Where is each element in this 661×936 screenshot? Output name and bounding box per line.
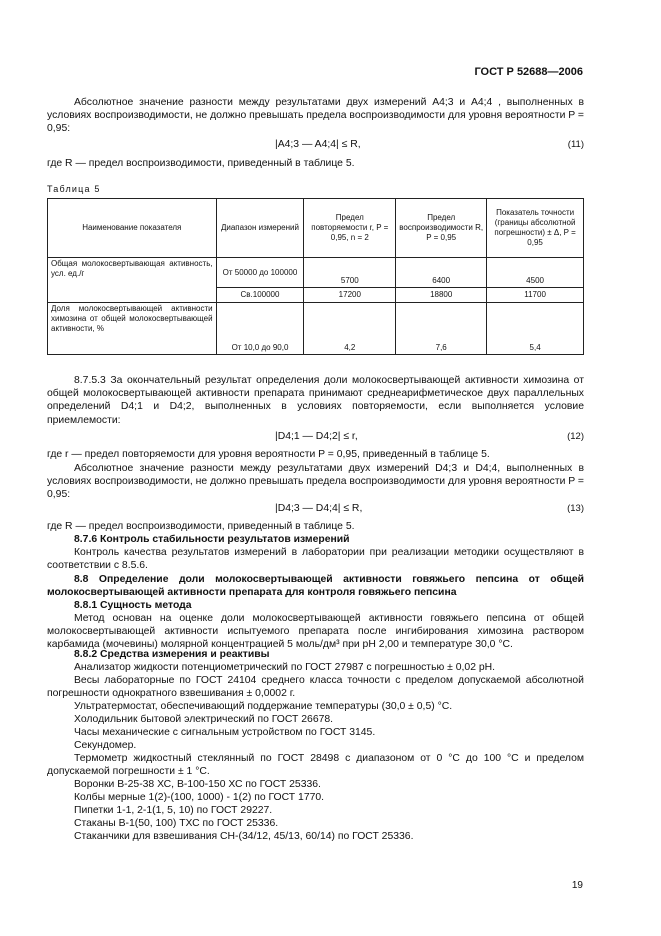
table-cell-range: От 10,0 до 90,0 bbox=[216, 303, 304, 355]
equipment-item: Анализатор жидкости потенциометрический по ГОСТ 27987 с погрешностью ± 0,02 pH. bbox=[74, 662, 496, 673]
equipment-item: Пипетки 1-1, 2-1(1, 5, 10) по ГОСТ 29227. bbox=[74, 805, 273, 816]
table-5 bbox=[47, 198, 584, 355]
table-cell-r: 4,2 bbox=[304, 303, 396, 355]
equation-11-formula: |A4;3 — A4;4| ≤ R, bbox=[275, 139, 361, 150]
table-header-cell: Наименование показателя bbox=[48, 199, 217, 258]
equation-12-number: (12) bbox=[567, 431, 584, 442]
table-cell-delta: 5,4 bbox=[487, 303, 584, 355]
paragraph-p7: Контроль качества результатов измерений в лаборатории при реализации методики осуществляют в соответствии с 8.5.6. bbox=[47, 547, 584, 572]
table-header-cell: Предел повторяемости r, P = 0,95, n = 2 bbox=[304, 199, 396, 258]
equipment-item: Часы механические с сигнальным устройством по ГОСТ 3145. bbox=[74, 727, 376, 738]
table-cell-name: Доля молокосвертывающей активности химозина от общей молокосвертывающей активности, % bbox=[48, 303, 217, 355]
table-cell-name: Общая молокосвертывающая активность, усл. ед./г bbox=[48, 258, 217, 303]
table-row bbox=[48, 303, 584, 355]
paragraph-p8: Метод основан на оценке доли молокосвертывающей активности говяжьего пепсина от общей молокосвертывающей активности испытуемого препарата после ингибирования химозина раствором карбамида (мочевины) молярной концентрацией 5 моль/дм³ при pH 2,00 и температуре 30,0 °С. bbox=[47, 613, 584, 651]
equipment-item: Стаканчики для взвешивания СН-(34/12, 45/13, 60/14) по ГОСТ 25336. bbox=[74, 831, 414, 842]
equipment-item: Воронки В-25-38 ХС, В-100-150 ХС по ГОСТ 25336. bbox=[74, 779, 321, 790]
equipment-item: Колбы мерные 1(2)-(100, 1000) - 1(2) по ГОСТ 1770. bbox=[74, 792, 325, 803]
equipment-item: Весы лабораторные по ГОСТ 24104 среднего класса точности с пределом допускаемой абсолютной погрешности однократного взвешивания ± 0,0002 г. bbox=[47, 675, 584, 700]
table-cell-r: 5700 bbox=[304, 258, 396, 288]
document-header: ГОСТ Р 52688—2006 bbox=[474, 66, 583, 78]
table-cell-delta: 4500 bbox=[487, 258, 584, 288]
table-header-row bbox=[48, 199, 584, 258]
paragraph-p2: где R — предел воспроизводимости, приведенный в таблице 5. bbox=[47, 158, 355, 169]
section-8-7-6-title: 8.7.6 Контроль стабильности результатов измерений bbox=[74, 534, 350, 545]
equation-13-formula: |D4;3 — D4;4| ≤ R, bbox=[275, 503, 363, 514]
paragraph-p4: где r — предел повторяемости для уровня вероятности P = 0,95, приведенный в таблице 5. bbox=[47, 449, 490, 460]
paragraph-p5: Абсолютное значение разности между результатами двух измерений D4;3 и D4;4, выполненных в условиях воспроизводимости, не должно превышать предела воспроизводимости для уровня вероятности P = 0,95: bbox=[47, 463, 584, 501]
equation-11 bbox=[47, 138, 584, 152]
equation-11-number: (11) bbox=[567, 139, 584, 150]
table-cell-range: Св.100000 bbox=[216, 288, 304, 303]
section-8-8-2-title: 8.8.2 Средства измерения и реактивы bbox=[74, 649, 270, 660]
equipment-item: Термометр жидкостный стеклянный по ГОСТ 28498 с диапазоном от 0 °С до 100 °С и пределом допускаемой погрешности ± 1 °С. bbox=[47, 753, 584, 778]
equipment-item: Холодильник бытовой электрический по ГОСТ 26678. bbox=[74, 714, 334, 725]
equipment-item: Стаканы В-1(50, 100) ТХС по ГОСТ 25336. bbox=[74, 818, 279, 829]
section-8-8-title: 8.8 Определение доли молокосвертывающей активности говяжьего пепсина от общей молокосвертывающей активности препарата для контроля говяжьего пепсина bbox=[47, 574, 584, 599]
table-header-cell: Диапазон измерений bbox=[216, 199, 304, 258]
equipment-item: Ультратермостат, обеспечивающий поддержание температуры (30,0 ± 0,5) °С. bbox=[74, 701, 453, 712]
section-8-8-1-title: 8.8.1 Сущность метода bbox=[74, 600, 192, 611]
table-cell-R: 7,6 bbox=[396, 303, 487, 355]
table-cell-range: От 50000 до 100000 bbox=[216, 258, 304, 288]
table-caption: Таблица 5 bbox=[47, 184, 101, 194]
paragraph-p6: где R — предел воспроизводимости, приведенный в таблице 5. bbox=[47, 521, 355, 532]
table-header-cell: Предел воспроизводимости R, P = 0,95 bbox=[396, 199, 487, 258]
paragraph-p1: Абсолютное значение разности между результатами двух измерений A4;3 и A4;4 , выполненных в условиях воспроизводимости, не должно превышать предела воспроизводимости для уровня вероятности P = 0,95: bbox=[47, 97, 584, 135]
equipment-item: Секундомер. bbox=[74, 740, 137, 751]
paragraph-8-7-5-3: 8.7.5.3 За окончательный результат определения доли молокосвертывающей активности химозина от общей молокосвертывающей активности препарата принимают среднеарифметическое двух параллельных определений D4;1 и D4;2, выполненных в условиях повторяемости, если выполняется условие приемлемости: bbox=[47, 375, 584, 426]
table-cell-R: 18800 bbox=[396, 288, 487, 303]
table-header-cell: Показатель точности (границы абсолютной погрешности) ± Δ, P = 0,95 bbox=[487, 199, 584, 258]
table-cell-delta: 11700 bbox=[487, 288, 584, 303]
table-cell-r: 17200 bbox=[304, 288, 396, 303]
equation-12 bbox=[47, 430, 584, 444]
table-cell-R: 6400 bbox=[396, 258, 487, 288]
equation-12-formula: |D4;1 — D4;2| ≤ r, bbox=[275, 431, 358, 442]
table-row bbox=[48, 258, 584, 288]
page-number: 19 bbox=[571, 880, 583, 891]
equation-13-number: (13) bbox=[567, 503, 584, 514]
equation-13 bbox=[47, 502, 584, 516]
